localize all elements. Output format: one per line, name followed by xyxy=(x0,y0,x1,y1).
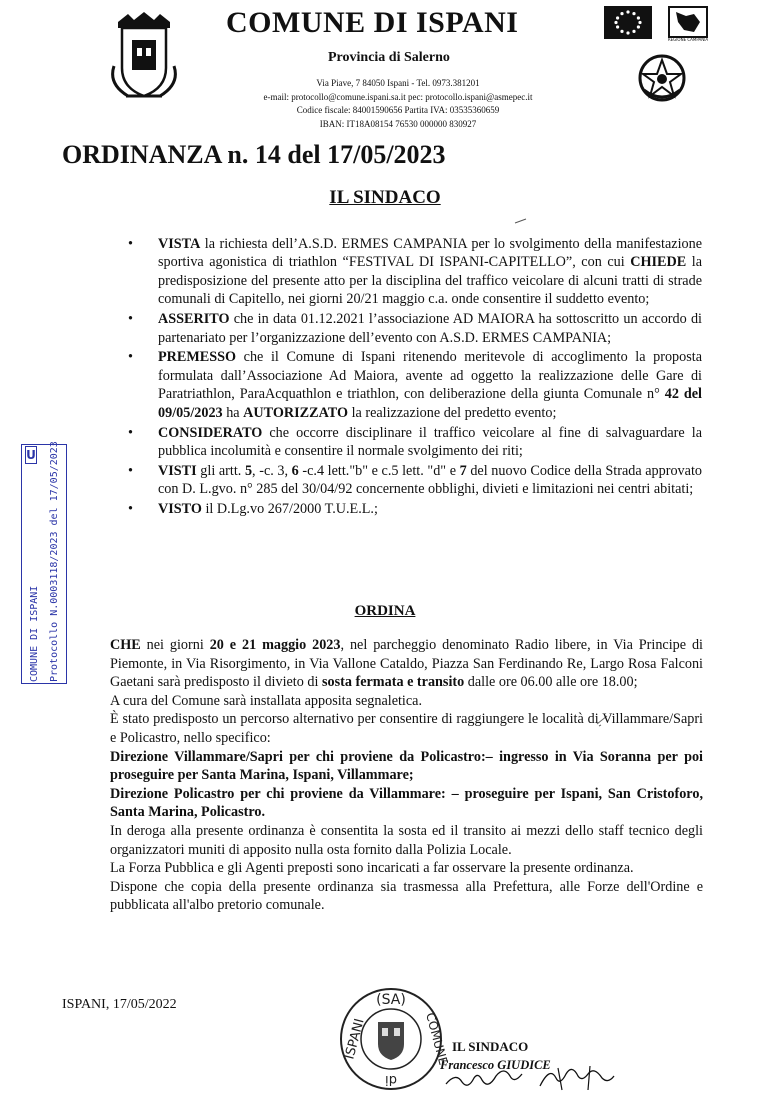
premise-item xyxy=(128,310,702,347)
email-line: e-mail: protocollo@comune.ispani.sa.it pec: protocollo.ispani@asmepec.it xyxy=(263,91,533,102)
premise-item xyxy=(128,348,702,422)
body-paragraph xyxy=(110,822,703,859)
bullet-icon: • xyxy=(128,462,133,479)
text-run: A cura del Comune sarà installata apposita segnaletica. xyxy=(110,692,423,709)
premise-item xyxy=(128,462,702,499)
bold-text-run: 42 del 09/05/2023 xyxy=(158,386,702,421)
republic-emblem-icon xyxy=(636,52,688,104)
pen-mark-icon xyxy=(514,218,528,224)
signer-title: IL SINDACO xyxy=(452,1039,529,1054)
fiscal-line: Codice fiscale: 84001590656 Partita IVA: 03535360659 xyxy=(296,105,500,116)
bold-text-run: 7 xyxy=(459,462,467,479)
premises-list xyxy=(128,235,702,520)
stamp-left: ISPANI xyxy=(342,1017,368,1062)
protocol-municipality: COMUNE DI ISPANI xyxy=(29,585,40,682)
text-run: la realizzazione del predetto evento; xyxy=(348,404,557,421)
bullet-icon: • xyxy=(128,311,133,328)
issuer-heading: IL SINDACO xyxy=(329,187,441,208)
premise-item xyxy=(128,235,702,309)
eu-flag-icon xyxy=(604,6,652,39)
bullet-icon: • xyxy=(128,236,133,252)
stamp-province: (SA) xyxy=(376,992,406,1008)
text-run: , -c. 3, xyxy=(252,462,292,479)
text-run: del nuovo Codice della Strada approvato con D. L.gvo. n° 285 del 30/04/92 concernente obblighi, divieti e limitazioni nei centri abitati; xyxy=(158,462,702,498)
address-line: Via Piave, 7 84050 Ispani - Tel. 0973.381201 xyxy=(316,78,480,88)
text-run: ha xyxy=(222,404,244,421)
bold-text-run: Direzione Policastro per chi proviene da Villammare: – proseguire per Ispani, San Cristoforo, Santa Marina, Policastro. xyxy=(110,785,703,821)
text-run: nei giorni xyxy=(140,637,210,653)
bullet-icon: • xyxy=(128,349,133,366)
text-run: la richiesta dell’A.S.D. ERMES CAMPANIA per lo svolgimento della manifestazione sportiva agonistica di triathlon “FESTIVAL DI ISPANI-CAPITELLO”, con cui xyxy=(158,236,702,271)
text-run: che il Comune di Ispani ritenendo meritevole di accoglimento la proposta formulata dall’Associazione Ad Maiora, avente ad oggetto la realizzazione delle Gare di Paratriathlon, ParaAcquathlon e triathlon, con deliberazione della giunta Comunale n° xyxy=(158,349,702,403)
text-run: La Forza Pubblica e gli Agenti preposti sono incaricati a far osservare la presente ordinanza. xyxy=(110,860,634,877)
province-label: Provincia di Salerno xyxy=(328,50,450,65)
bold-text-run: Direzione Villammare/Sapri per chi proviene da Policastro:– ingresso in Via Soranna per poi proseguire per Santa Marina, Ispani, Villammare; xyxy=(110,748,703,784)
text-run: In deroga alla presente ordinanza è consentita la sosta ed il transito ai mezzi dello staff tecnico degli organizzatori muniti di apposito nulla osta fornito dalla Polizia Locale. xyxy=(110,822,703,858)
text-run: -c.4 lett."b" e c.5 lett. "d" e xyxy=(298,462,460,479)
bold-text-run: ASSERITO xyxy=(158,311,230,328)
body-paragraph xyxy=(110,710,703,747)
place-date: ISPANI, 17/05/2022 xyxy=(62,997,177,1012)
text-run: che occorre disciplinare il traffico veicolare al fine di salvaguardare la pubblica incolumità e consentire il normale svolgimento dei riti; xyxy=(158,424,702,459)
bold-text-run: VISTI xyxy=(158,462,197,479)
ordinance-body xyxy=(110,636,703,915)
text-run: la predisposizione del presente atto per la disciplina del traffico veicolare di alcuni tratti di strade comunali di Capitello, nei giorni 20/21 maggio c.a. onde consentire il suddetto evento; xyxy=(158,254,702,308)
signer-name: Francesco GIUDICE xyxy=(440,1058,551,1072)
bold-text-run: CONSIDERATO xyxy=(158,424,263,441)
stamp-bottom: di xyxy=(385,1072,397,1087)
bullet-icon: • xyxy=(128,501,133,518)
iban-line: IBAN: IT18A08154 76530 000000 830927 xyxy=(319,118,477,129)
text-run: il D.Lg.vo 267/2000 T.U.E.L.; xyxy=(201,501,378,518)
body-paragraph xyxy=(110,859,703,878)
contact-block xyxy=(218,77,578,131)
protocol-number: Protocollo N.0003118/2023 del 17/05/2023 xyxy=(49,441,60,682)
text-run: che in data 01.12.2021 l’associazione AD MAIORA ha sottoscritto un accordo di partenariato per l’organizzazione dell’evento con A.S.D. ERMES CAMPANIA; xyxy=(158,311,702,346)
text-run: gli artt. xyxy=(196,462,245,479)
premise-item xyxy=(128,500,702,518)
bold-text-run: 6 xyxy=(291,462,299,479)
premise-item xyxy=(128,424,702,461)
handwritten-signature xyxy=(440,1056,630,1096)
bold-text-run: 20 e 21 maggio 2023 xyxy=(209,637,341,653)
text-run: È stato predisposto un percorso alternativo per consentire di raggiungere le località di Villammare/Sapri e Policastro, nello specifico: xyxy=(110,711,703,746)
protocol-stamp-box xyxy=(21,444,67,684)
bold-text-run: CHIEDE xyxy=(630,254,687,271)
protocol-direction-badge: U xyxy=(26,448,36,462)
bold-text-run: PREMESSO xyxy=(158,349,237,366)
bold-text-run: AUTORIZZATO xyxy=(243,404,349,421)
bold-text-run: VISTO xyxy=(158,501,202,518)
text-run: , nel parcheggio denominato Radio libere, in Via Principe di Piemonte, in Via Risorgimento, in Via Vallone Cataldo, Piazza San Ferdinando Re, Largo Rosa Falconi Gaetani sarà predisposto il divieto di xyxy=(110,637,703,691)
text-run: dalle ore 06.00 alle ore 18.00; xyxy=(464,674,638,691)
ordinance-title: ORDINANZA n. 14 del 17/05/2023 xyxy=(62,140,446,169)
bold-text-run: VISTA xyxy=(158,236,201,252)
region-logo-label: REGIONE CAMPANIA xyxy=(667,37,709,42)
stamp-right: COMUNE xyxy=(423,1011,451,1067)
body-paragraph xyxy=(110,692,703,711)
body-paragraph xyxy=(110,785,703,822)
coat-of-arms-icon xyxy=(104,6,184,102)
body-paragraph xyxy=(110,748,703,785)
text-run: Dispone che copia della presente ordinanza sia trasmessa alla Prefettura, alle Forze dell'Ordine e pubblicata all'albo pretorio comunale. xyxy=(110,878,703,914)
municipal-seal-stamp-icon xyxy=(336,984,451,1094)
body-paragraph xyxy=(110,636,703,692)
region-logo-icon xyxy=(668,6,708,42)
ordina-heading: ORDINA xyxy=(354,603,416,619)
bold-text-run: 5 xyxy=(244,462,253,479)
municipality-title: COMUNE DI ISPANI xyxy=(226,6,519,39)
bold-text-run: CHE xyxy=(110,637,141,653)
body-paragraph xyxy=(110,878,703,915)
bold-text-run: sosta fermata e transito xyxy=(321,674,465,691)
bullet-icon: • xyxy=(128,424,133,441)
